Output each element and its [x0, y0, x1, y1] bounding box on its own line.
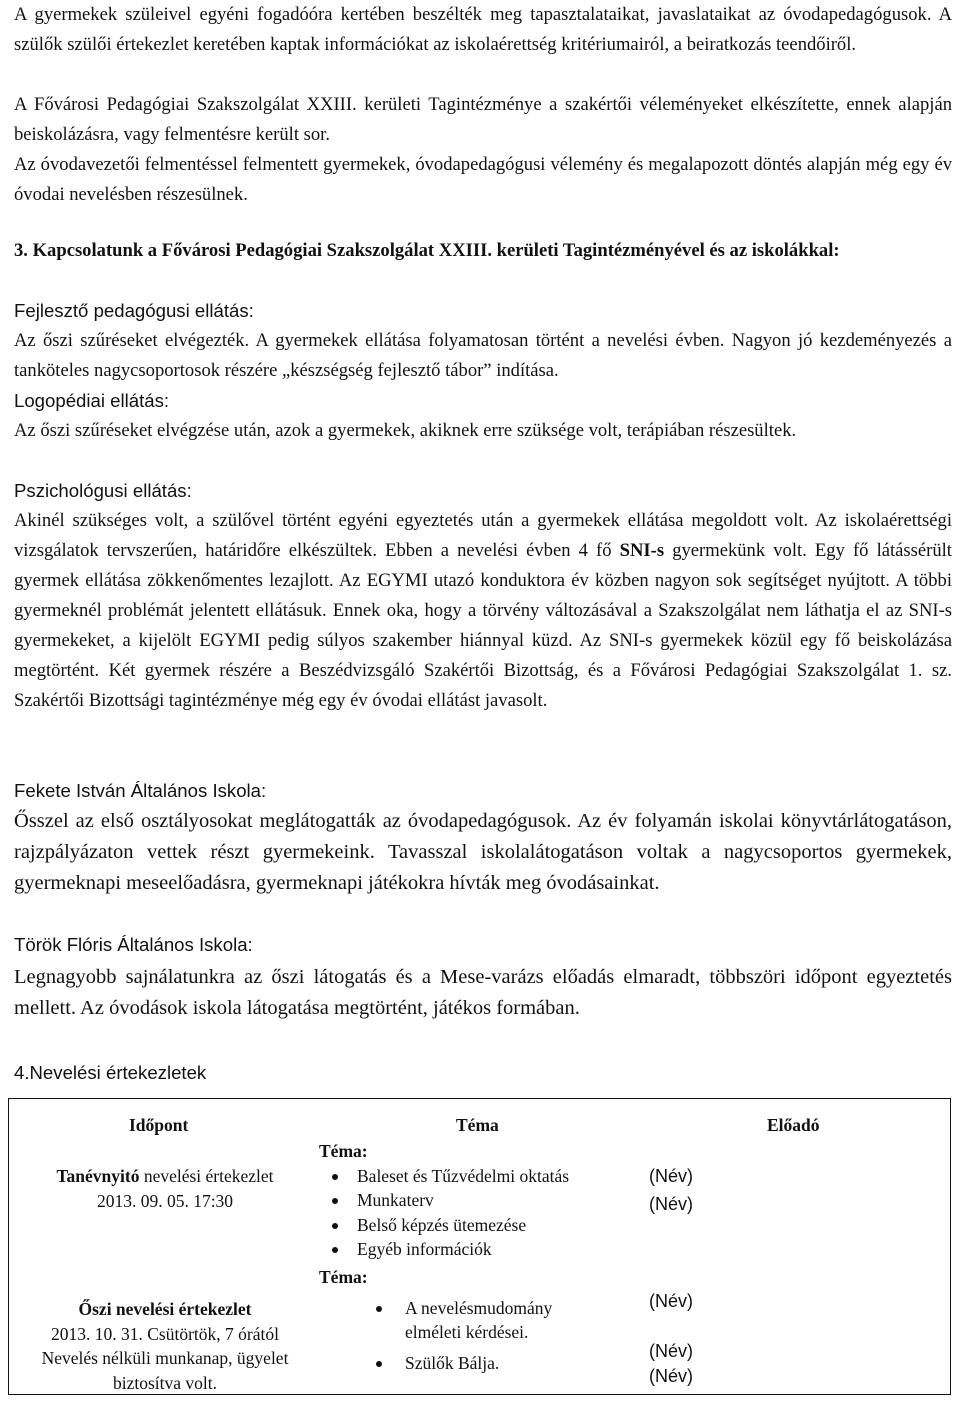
list-item: A nevelésmudomány elméleti kérdései.: [319, 1296, 599, 1345]
paragraph-parents-info: A gyermekek szüleivel egyéni fogadóóra kertében beszélték meg tapasztalataikat, javaslataikat az óvodapedagógusok. A szülők szülői értekezlet keretében kaptak információkat az iskolaérettség kritériumairól, a beiratkozás teendőiről.: [14, 4, 952, 55]
table-row-1-tema: [319, 1139, 639, 1262]
row-1-date: 2013. 09. 05. 17:30: [96, 1190, 234, 1211]
presenter-name: (Név): [649, 1166, 693, 1186]
table-header-eloado: Előadó: [767, 1115, 820, 1135]
list-item: Belső képzés ütemezése: [319, 1213, 639, 1238]
row-1-title-bold: Tanévnyitó: [56, 1166, 140, 1186]
torok-heading: Török Flóris Általános Iskola:: [14, 934, 253, 955]
row-2-title: Őszi nevelési értekezlet: [78, 1299, 252, 1319]
fekete-heading: Fekete István Általános Iskola:: [14, 780, 267, 801]
pszichologusi-heading: Pszichológusi ellátás:: [14, 480, 192, 501]
paragraph-exemptions: Az óvodavezetői felmentéssel felmentett gyermekek, óvodapedagógusi vélemény és megalapozott döntés alapján még egy év óvodai nevelésben részesülnek.: [14, 154, 952, 205]
list-item: Munkaterv: [319, 1188, 639, 1213]
row-1-title-rest: nevelési értekezlet: [139, 1166, 274, 1186]
fekete-text: Ősszel az első osztályosokat meglátogatták az óvodapedagógusok. Az év folyamán iskolai könyvtárlátogatáson, rajzpályázaton vettek részt gyermekeink. Tavasszal iskolalátogatáson voltak a nagycsoportos gyermekek, gyermeknapi meseelőadásra, gyermeknapi játékokra hívták meg óvodásainkat.: [14, 810, 952, 894]
row-1-tema-label: Téma:: [319, 1141, 368, 1161]
table-row-1-idopont: [15, 1164, 315, 1213]
section-4-title: 4.Nevelési értekezletek: [14, 1062, 207, 1083]
row-2-tema-label: Téma:: [319, 1267, 368, 1287]
table-row-2-eloado: [649, 1289, 693, 1389]
meetings-table: [8, 1098, 951, 1395]
table-header-tema: Téma: [456, 1115, 499, 1135]
presenter-name: (Név): [649, 1341, 693, 1361]
presenter-name: (Név): [649, 1194, 693, 1214]
table-header-idopont: Időpont: [129, 1115, 189, 1135]
pszichologusi-text-part-b: gyermekünk volt. Egy fő látássérült gyermek ellátása zökkenőmentes lezajlott. Az EGYMI utazó konduktora év közben nagyon sok segítséget nyújtott. A többi gyermeknél problémát jelentett ellátásuk. Ennek oka, hogy a törvény változásával a Szakszolgálat nem láthatja el az SNI-s gyermekeket, a kijelölt EGYMI pedig súlyos szakember hiánnyal küzd. Az SNI-s gyermekek közül egy fő beiskolázása megtörtént. Két gyermek részére a Beszédvizsgáló Szakértői Bizottság, és a Fővárosi Pedagógiai Szakszolgálat 1. sz. Szakértői Bizottsági tagintézménye még egy év óvodai ellátást javasolt.: [14, 540, 952, 711]
table-row-1-eloado: [649, 1164, 693, 1217]
presenter-name: (Név): [649, 1291, 693, 1311]
table-row-2-idopont: [15, 1297, 315, 1395]
fejleszto-heading: Fejlesztő pedagógusi ellátás:: [14, 300, 254, 321]
sni-emphasis: SNI-s: [619, 540, 665, 561]
row-2-topic-list: [319, 1296, 599, 1376]
logopediai-heading: Logopédiai ellátás:: [14, 390, 170, 411]
pszichologusi-text-part-a: Akinél szükséges volt, a szülővel történt egyéni egyeztetés után a gyermekek ellátása megoldott volt. Az iskolaérettségi vizsgálatok tervszerűen, határidőre elkészültek. Ebben a nevelési évben 4 fő: [14, 510, 952, 561]
logopediai-text: Az őszi szűréseket elvégzése után, azok a gyermekek, akiknek erre szüksége volt, terápiában részesültek.: [14, 420, 797, 441]
pszichologusi-text: [14, 506, 952, 716]
list-item: Baleset és Tűzvédelmi oktatás: [319, 1164, 639, 1189]
list-item: Szülők Bálja.: [319, 1351, 599, 1376]
section-3-title: 3. Kapcsolatunk a Fővárosi Pedagógiai Szakszolgálat XXIII. kerületi Tagintézményével és az iskolákkal:: [14, 240, 840, 261]
paragraph-expert-opinions: A Fővárosi Pedagógiai Szakszolgálat XXIII. kerületi Tagintézménye a szakértői véleményeket elkészítette, ennek alapján beiskolázásra, vagy felmentésre került sor.: [14, 94, 952, 145]
presenter-name: (Név): [649, 1366, 693, 1386]
fejleszto-text: Az őszi szűréseket elvégezték. A gyermekek ellátása folyamatosan történt a nevelési évben. Nagyon jó kezdeményezés a tanköteles nagycsoportosok részére „készségség fejlesztő tábor” indítása.: [14, 330, 952, 381]
torok-text: Legnagyobb sajnálatunkra az őszi látogatás és a Mese-varázs előadás elmaradt, többszöri időpont egyeztetés mellett. Az óvodások iskola látogatása megtörtént, játékos formában.: [14, 966, 952, 1019]
row-2-note: Nevelés nélküli munkanap, ügyelet biztosítva volt.: [41, 1348, 289, 1393]
list-item: Egyéb információk: [319, 1237, 639, 1262]
row-1-topic-list: [319, 1164, 639, 1262]
row-1-title: [15, 1164, 315, 1189]
table-row-2-tema: [319, 1265, 599, 1375]
row-2-date: 2013. 10. 31. Csütörtök, 7 órától: [51, 1323, 279, 1344]
